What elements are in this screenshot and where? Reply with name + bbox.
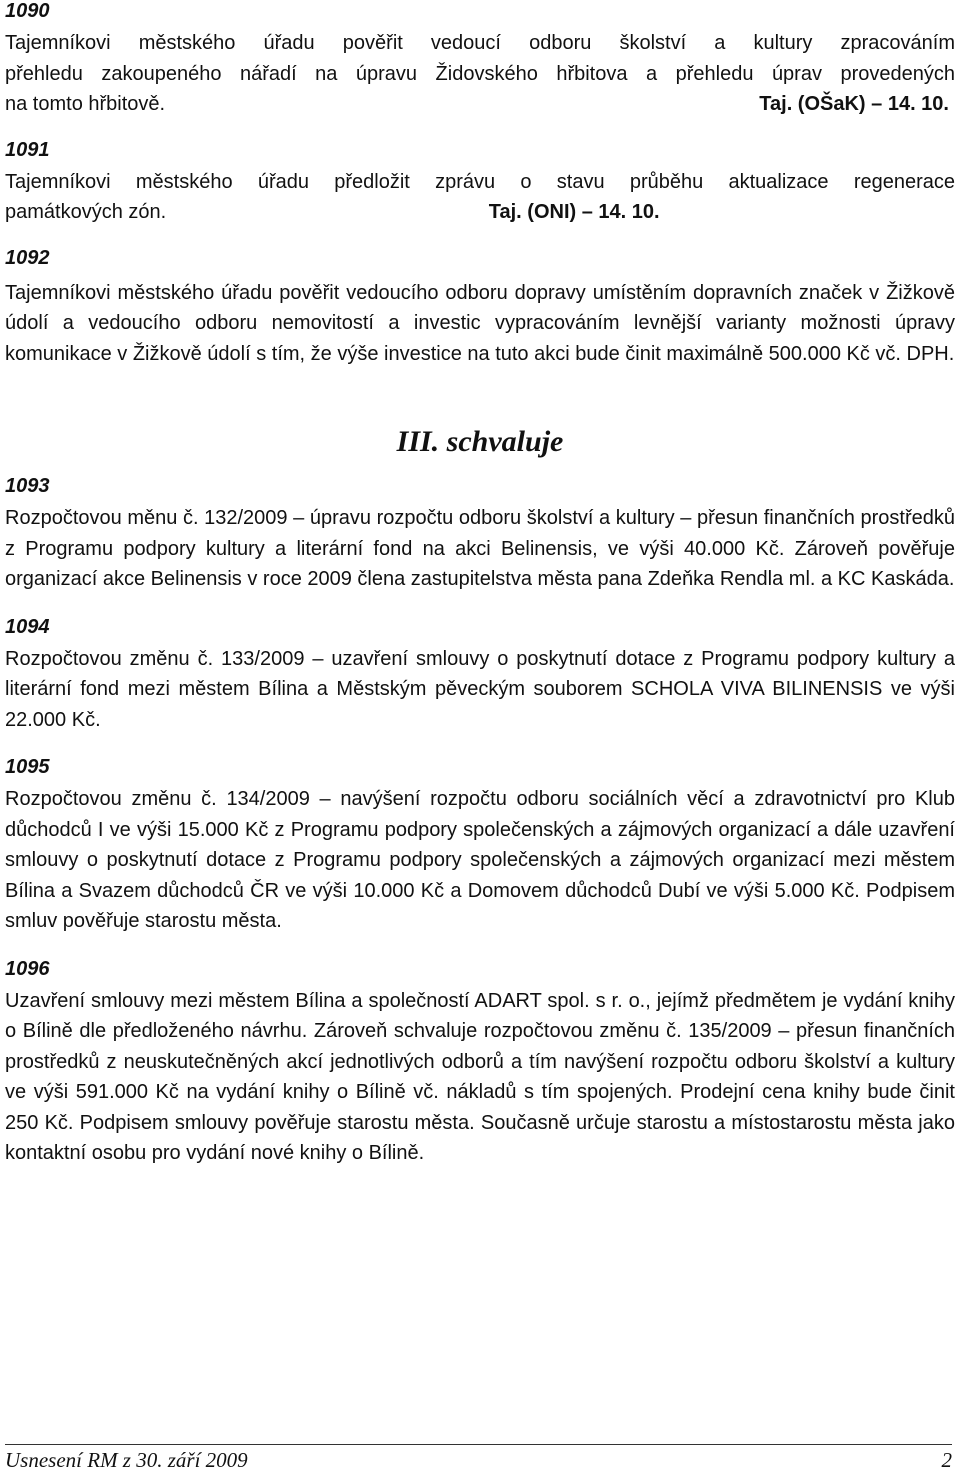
resolution-number: 1095 — [5, 756, 50, 778]
resolution-text: Uzavření smlouvy mezi městem Bílina a společností ADART spol. s r. o., jejímž předmětem je vydání knihy o Bílině dle předloženého návrhu. Zároveň schvaluje rozpočtovou změnu č. 135/2009 – přesun finančních prostředků z neuskutečněných akcí jednotlivých odborů a tím navýšení rozpočtu odboru školství a kultury ve výši 591.000 Kč na vydání knihy o Bílině vč. nákladů s tím spojených. Prodejní cena knihy bude činit 250 Kč. Podpisem smlouvy pověřuje starostu města. Současně určuje starostu a místostarostu města jako kontaktní osobu pro vydání nové knihy o Bílině. — [5, 989, 955, 1164]
resolution-1096 — [5, 958, 955, 1169]
resolution-1094 — [5, 616, 955, 736]
resolution-text — [5, 28, 955, 59]
resolution-number: 1094 — [5, 615, 50, 638]
resolution-line: na tomto hřbitově. — [5, 93, 166, 115]
resolution-1090 — [5, 0, 955, 120]
resolution-1091 — [5, 139, 955, 228]
resolution-1095 — [5, 756, 955, 937]
resolution-last-line — [5, 89, 955, 120]
responsible-deadline: Taj. (OŠaK) – 14. 10. — [759, 93, 949, 115]
resolution-number: 1092 — [5, 246, 50, 269]
footer-title: Usnesení RM z 30. září 2009 — [5, 1448, 248, 1472]
resolution-text — [5, 167, 955, 198]
section-title: III. schvaluje — [396, 425, 564, 458]
resolution-line: přehledu zakoupeného nářadí na úpravu Židovského hřbitova a přehledu úprav provedených — [5, 62, 955, 85]
page-number: 2 — [941, 1448, 952, 1472]
resolution-1093 — [5, 475, 955, 595]
resolution-number: 1093 — [5, 475, 50, 497]
resolution-last-line — [5, 197, 955, 228]
resolution-text: Tajemníkovi městského úřadu pověřit vedoucího odboru dopravy umístěním dopravních značek v Žižkově údolí a vedoucího odboru nemovitostí a investic vypracováním levnější varianty možnosti úpravy komunikace v Žižkově údolí s tím, že výše investice na tuto akci bude činit maximálně 500.000 Kč vč. DPH. — [5, 281, 955, 365]
resolution-number: 1096 — [5, 957, 50, 980]
resolution-text: Rozpočtovou změnu č. 134/2009 – navýšení rozpočtu odboru sociálních věcí a zdravotnictví pro Klub důchodců I ve výši 15.000 Kč z Programu podpory společenských a zájmových organizací a dále uzavření smlouvy o poskytnutí dotace z Programu podpory společenských a zájmových organizací mezi městem Bílina a Svazem důchodců ČR ve výši 10.000 Kč a Domovem důchodců Dubí ve výši 5.000 Kč. Podpisem smluv pověřuje starostu města. — [5, 788, 955, 932]
resolution-text: Rozpočtovou měnu č. 132/2009 – úpravu rozpočtu odboru školství a kultury – přesun finančních prostředků z Programu podpory kultury a literární fond na akci Belinensis, ve výši 40.000 Kč. Zároveň pověřuje organizací akce Belinensis v roce 2009 člena zastupitelstva města pana Zdeňka Rendla ml. a KC Kaskáda. — [5, 507, 955, 590]
resolution-text: Rozpočtovou změnu č. 133/2009 – uzavření smlouvy o poskytnutí dotace z Programu podpory kultury a literární fond mezi městem Bílina a Městským pěveckým souborem SCHOLA VIVA BILINENSIS ve výši 22.000 Kč. — [5, 647, 955, 731]
resolution-line: Tajemníkovi městského úřadu předložit zprávu o stavu průběhu aktualizace regenerace — [5, 170, 955, 193]
document-page — [5, 0, 955, 1169]
resolution-line: Tajemníkovi městského úřadu pověřit vedoucí odboru školství a kultury zpracováním — [5, 32, 955, 54]
resolution-text — [5, 59, 955, 90]
resolution-line: památkových zón. — [5, 201, 167, 223]
responsible-deadline: Taj. (ONI) – 14. 10. — [488, 201, 660, 223]
resolution-1092 — [5, 247, 955, 370]
resolution-number: 1091 — [5, 138, 50, 161]
page-footer — [5, 1444, 952, 1473]
resolution-number: 1090 — [5, 0, 50, 22]
